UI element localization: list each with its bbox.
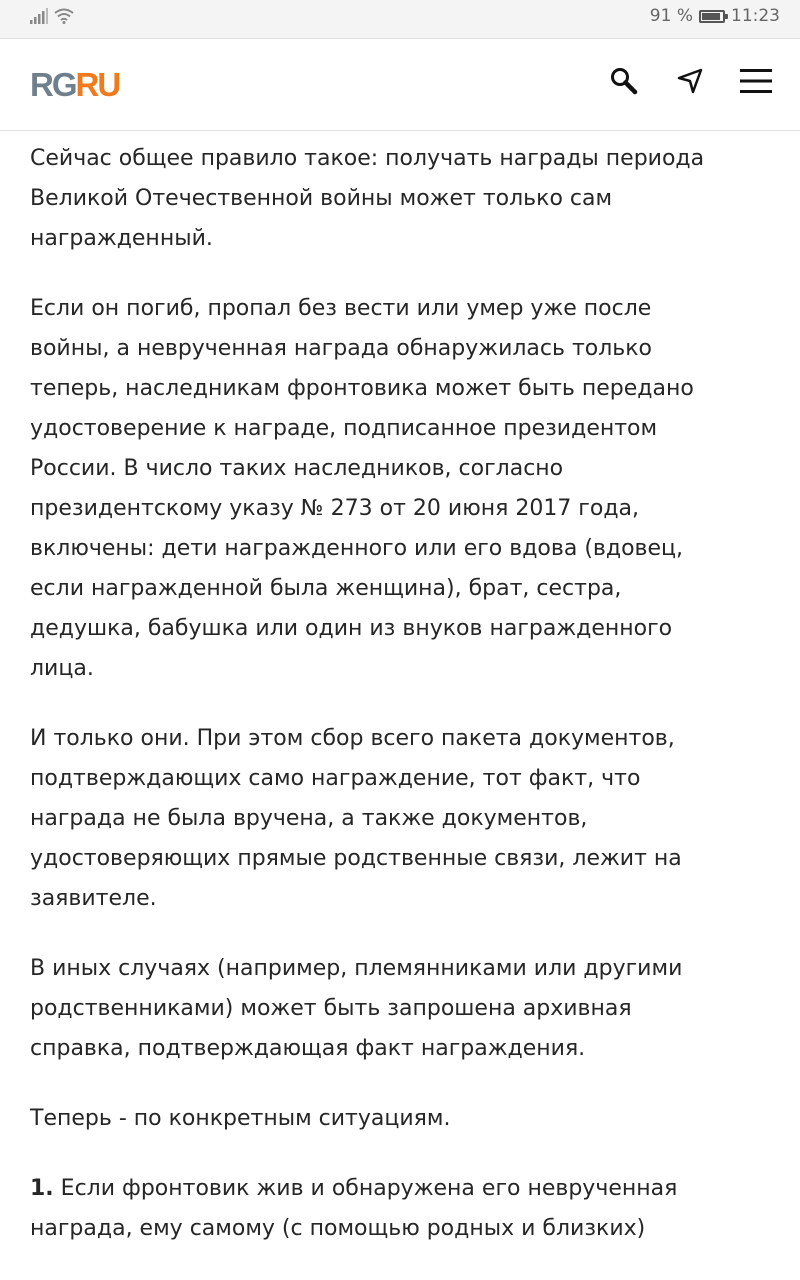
battery-icon	[699, 10, 725, 23]
battery-fill	[702, 13, 720, 20]
status-right	[650, 6, 780, 26]
battery-percent: 91 %	[649, 6, 693, 26]
article-paragraph: В иных случаях (например, племянниками или другими родственниками) может быть запрошена архивная справка, подтверждающая факт награждения.	[30, 956, 683, 1061]
signal-icon	[30, 8, 48, 28]
article-paragraph: Теперь - по конкретным ситуациям.	[30, 1106, 451, 1131]
share-button[interactable]	[674, 67, 706, 99]
article-paragraph: И только они. При этом сбор всего пакета документов, подтверждающих само награждение, тот факт, что награда не была вручена, а также документов, удостоверяющих прямые родственные связи, лежит на заявителе.	[30, 726, 682, 911]
article-paragraph: Сейчас общее правило такое: получать награды периода Великой Отечественной войны может только сам награжденный.	[30, 146, 705, 251]
article-paragraph: Если он погиб, пропал без вести или умер уже после войны, а неврученная награда обнаружилась только теперь, наследникам фронтовика может быть передано удостоверение к награде, подписанное президентом России. В число таких наследников, согласно президентскому указу № 273 от 20 июня 2017 года, включены: дети награжденного или его вдова (вдовец, если награжденной была женщина), брат, сестра, дедушка, бабушка или один из внуков награжденного лица.	[30, 296, 694, 681]
article-body	[30, 139, 720, 1279]
logo-rg: RG	[30, 66, 76, 103]
share-icon	[676, 67, 704, 99]
numbered-item	[30, 1169, 720, 1249]
menu-icon	[740, 68, 772, 98]
wifi-icon	[54, 8, 74, 28]
item-text: Если фронтовик жив и обнаружена его неврученная награда, ему самому (с помощью родных и близких)	[30, 1176, 678, 1241]
site-logo[interactable]	[30, 67, 119, 103]
clock: 11:23	[731, 6, 780, 26]
logo-ru: RU	[75, 66, 120, 103]
menu-button[interactable]	[740, 67, 772, 99]
item-number: 1.	[30, 1176, 54, 1201]
status-left	[30, 8, 74, 28]
header-icons	[608, 67, 772, 99]
status-bar	[0, 0, 800, 38]
search-button[interactable]	[608, 67, 640, 99]
site-header	[0, 38, 800, 131]
search-icon	[610, 67, 638, 99]
